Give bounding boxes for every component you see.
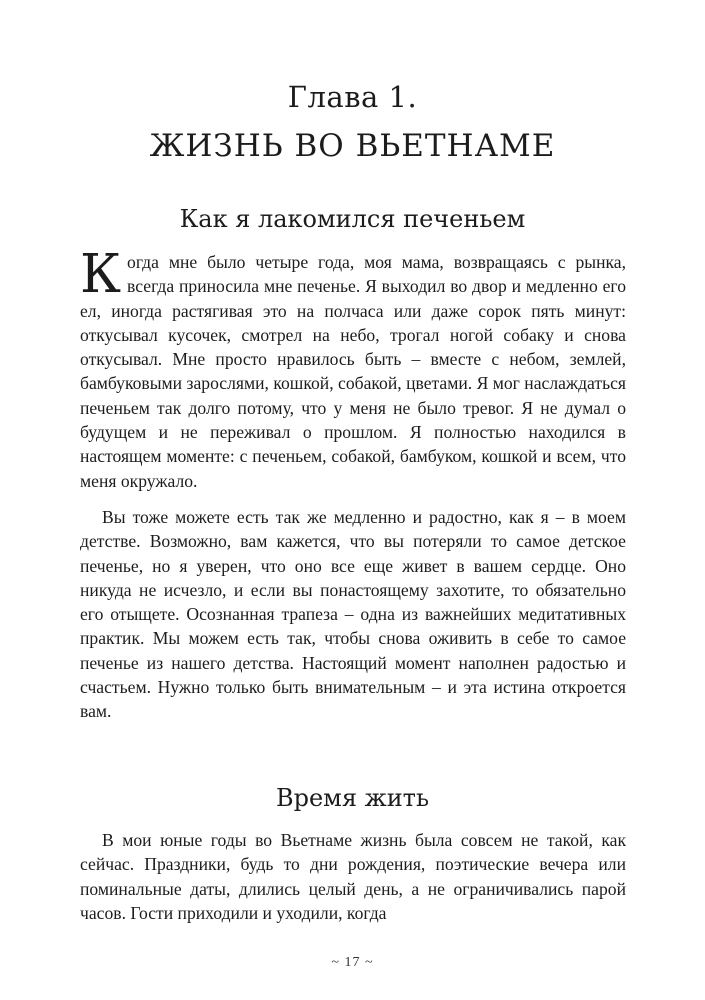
- paragraph: В мои юные годы во Вьетнаме жизнь была совсем не такой, как сейчас. Праздники, будь то дни рождения, поэтические вечера или поминальные даты, длились целый день, а не ограничивались парой часов. Гости приходили и уходили, когда: [80, 830, 626, 923]
- page-number: ~ 17 ~: [331, 955, 374, 970]
- section-title-cookie: Как я лакомился печеньем: [179, 205, 526, 233]
- chapter-number: Глава 1.: [287, 80, 418, 114]
- paragraph: [80, 244, 626, 493]
- section-body-time-to-live: [80, 828, 626, 925]
- drop-cap: К: [80, 244, 122, 305]
- section-title-time-to-live: Время жить: [275, 784, 430, 812]
- section-body-cookie: [80, 244, 626, 724]
- chapter-title: ЖИЗНЬ ВО ВЬЕТНАМЕ: [149, 128, 556, 164]
- paragraph-text: огда мне было четыре года, моя мама, возвращаясь с рынка, всегда приносила мне печенье. Я выходил во двор и медленно его ел, иногда растягивая это на полчаса или даже сорок пять минут: откусывал кусочек, смотрел на небо, трогал ногой собаку и снова откусывал. Мне просто нравилось быть – вместе с небом, землей, бамбуковыми зарослями, кошкой, собакой, цветами. Я мог наслаждаться печеньем так долго потому, что у меня не было тревог. Я не думал о будущем и не переживал о прошлом. Я полностью находился в настоящем моменте: с печеньем, собакой, бамбуком, кошкой и всем, что меня окружало.: [80, 252, 626, 491]
- paragraph: Вы тоже можете есть так же медленно и радостно, как я – в моем детстве. Возможно, вам кажется, что вы потеряли то самое детское печенье, но я уверен, что оно все еще живет в вашем сердце. Оно никуда не исчезло, и если вы понастоящему захотите, то обязательно его отыщете. Осознанная трапеза – одна из важнейших медитативных практик. Мы можем есть так, чтобы снова оживить в себе то самое печенье из нашего детства. Настоящий момент наполнен радостью и счастьем. Нужно только быть внимательным – и эта истина откроется вам.: [80, 506, 626, 722]
